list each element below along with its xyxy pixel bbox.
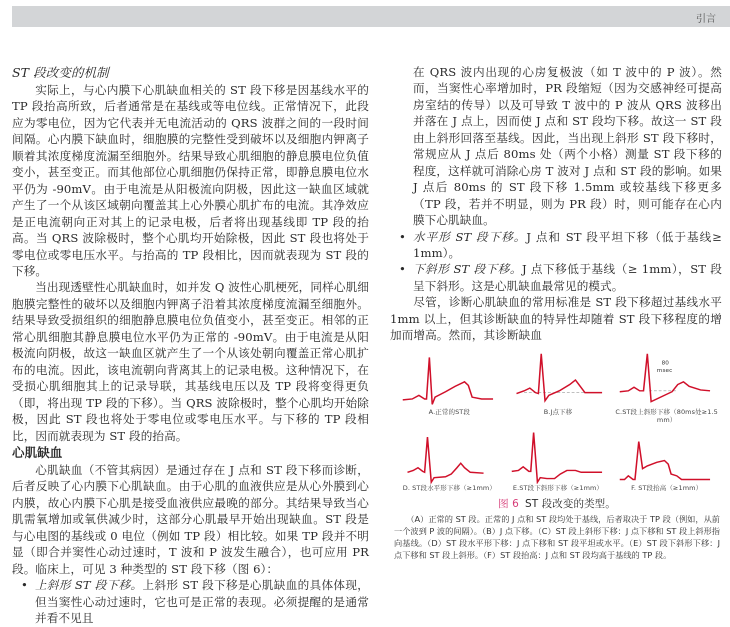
- figure-title: ST 段改变的类型。: [524, 497, 616, 510]
- bullet-title: 下斜形 ST 段下移。: [413, 262, 522, 277]
- section-title: 引言: [696, 14, 716, 25]
- panel-b: [507, 352, 610, 424]
- bullet-title: 水平形 ST 段下移。: [413, 229, 527, 244]
- panel-label: E.ST段下斜形下移（≥1mm）: [512, 483, 604, 492]
- bullet-text: J 点和 ST 段平坦下移（低于基线≥ 1mm）。: [413, 229, 722, 260]
- list-item: [390, 229, 722, 262]
- figure-caption: [394, 498, 720, 561]
- paragraph: 在 QRS 波内出现的心房复极波（如 T 波中的 P 波）。然而，当窦性心率增加时，PR 段缩短（因为交感神经可提高房室结的传导）以及可导致 T 波中的 P 波从 QRS 波移出并落在 J 点上，因而使 J 点和 ST 段均下移。故这一 ST 段由上斜形回落至基线。因此，当出现上斜形 ST 段下移时，常规应从 J 点后 80ms 处（两个小格）测量 ST 段下移的程度，这样就可消除心房 T 波对 J 点和 ST 段的影响。如果 J 点后 80ms 的 ST 段下移 1.5mm 或较基线下移更多（TP 段，若并不明显，则为 PR 段）时，则可能存在心内膜下心肌缺血。: [413, 65, 722, 228]
- ecg-trace: [511, 432, 601, 482]
- ecg-trace: [516, 354, 602, 401]
- panel-d: [398, 428, 501, 492]
- paragraph: 当出现透壁性心肌缺血时，如并发 Q 波性心肌梗死，同样心肌细胞膜完整性的破坏以及细胞内钾离子沿着其浓度梯度流漏至细胞外。结果导致受损组织的细胞静息膜电位负值变小，甚至变正。相邻的正常心肌细胞其静息膜电位水平仍为正常的 -90mV。由于电流是从阳极流向阴极，故这一缺血区就产生了一个从该处朝向覆盖正常心肌扩布的电流。因此，该电流朝向背离其上的记录电极。这种情况下，在受损心肌细胞其上的记录导联，其基线电压以及 TP 段将变得更负（即，将出现 TP 段的下移）。当 QRS 波除极时，整个心肌均开始除极，因此 ST 段也将处于零电位或零电压水平。与下移的 TP 段相比，因而就表现为 ST 段的抬高。: [12, 280, 369, 443]
- heading-myocardial-ischemia: 心肌缺血: [12, 444, 63, 460]
- paragraph: 心肌缺血（不管其病因）是通过存在 J 点和 ST 段下移而诊断，后者反映了心内膜下心肌缺血。由于心肌的血液供应是从心外膜到心内膜，故心内膜下心肌是接受血液供应最晚的部分。其结果导致当心肌需氧增加或氧供减少时，这部分心肌最早开始出现缺血。ST 段是与心电图的基线或 0 电位（例如 TP 段）相比较。如果 TP 段并不明显（即合并窦性心动过速时，T 波和 P 波发生融合），也可应用 PR 段。临床上，可见 3 种类型的 ST 段下移（图 6）：: [12, 462, 369, 576]
- paragraph: 实际上，与心内膜下心肌缺血相关的 ST 段下移是因基线水平的 TP 段抬高所致，后者通常是在基线或等电位线。正常情况下，此段应为零电位，因为它代表并无电流活动的 QRS 波群之间的一段时间间隔。心内膜下缺血时，细胞膜的完整性受到破坏以及细胞内钾离子顺着其浓度梯度流漏至细胞外。结果导致心肌细胞的静息膜电位负值变小，甚至变正。而其他部位心肌细胞仍保持正常，即静息膜电位水平仍为 -90mV。由于电流是从阳极流向阴极，因此这一缺血区域就产生了一个从该区域朝向覆盖其上心外膜心肌扩布的电流。其净效应是正电流朝向正对其上的记录电极，后者将出现基线即 TP 段的抬高。当 QRS 波除极时，整个心肌均开始除极，因此 ST 段也将处于零电位或零电压水平。与抬高的 TP 段相比，因而就表现为 ST 段的下移。: [12, 83, 369, 278]
- bullet-title: 上斜形 ST 段下移。: [35, 578, 143, 593]
- panel-label: F. ST段抬高（≥1mm）: [631, 483, 703, 492]
- left-column: [12, 64, 369, 627]
- panel-f: [615, 428, 718, 492]
- bullet-text: J 点下移低于基线（≥ 1mm），ST 段呈下斜形。这是心肌缺血最常见的模式。: [413, 262, 722, 293]
- ecg-trace: [403, 357, 493, 404]
- panel-e: [507, 428, 610, 492]
- bullet-text: 上斜形 ST 段下移是心肌缺血的具体体现，但当窦性心动过速时，它也可是正常的表现。必须提醒的是通常并看不见且: [35, 578, 369, 626]
- running-header: [12, 6, 730, 27]
- list-item: [390, 261, 722, 294]
- panel-label: D. ST段水平形下移（≥1mm）: [402, 483, 496, 492]
- panel-label: B.J点下移: [543, 407, 573, 416]
- panel-label: A.正常的ST段: [428, 407, 470, 416]
- ecg-trace: [620, 441, 710, 479]
- figure-number: 图 6: [498, 497, 519, 510]
- list-item: [12, 577, 369, 626]
- paragraph: 尽管，诊断心肌缺血的常用标准是 ST 段下移超过基线水平 1mm 以上，但其诊断缺血的特异性却随着 ST 段下移程度的增加而增高。然而，其诊断缺血: [390, 295, 722, 343]
- right-column: [390, 64, 722, 561]
- annot-unit: msec: [657, 367, 673, 374]
- caption-body: （A）正常的 ST 段。正常的 J 点和 ST 段均处于基线，后者取决于 TP 段（例如，从前一个波到 P 波的间隔）。（B）J 点下移。（C）ST 段上斜形下移：J 点下移和 ST 段上斜形指向基线。（D）ST 段水平形下移：J 点下移和 ST 段平坦或水平。（E）ST 段下斜形下移：J 点下移和 ST 段上斜形。（F）ST 段抬高：J 点和 ST 段均高于基线的 TP 段。: [394, 513, 720, 560]
- figure-st-types: [398, 352, 718, 492]
- ecg-trace: [408, 437, 484, 482]
- panel-label: C.ST段上斜形下移（80ms处≥1.5mm）: [615, 407, 718, 424]
- panel-c: [615, 352, 718, 424]
- heading-st-mechanism: ST 段改变的机制: [12, 65, 109, 80]
- annot-value: 80: [661, 360, 670, 367]
- panel-a: [398, 352, 501, 424]
